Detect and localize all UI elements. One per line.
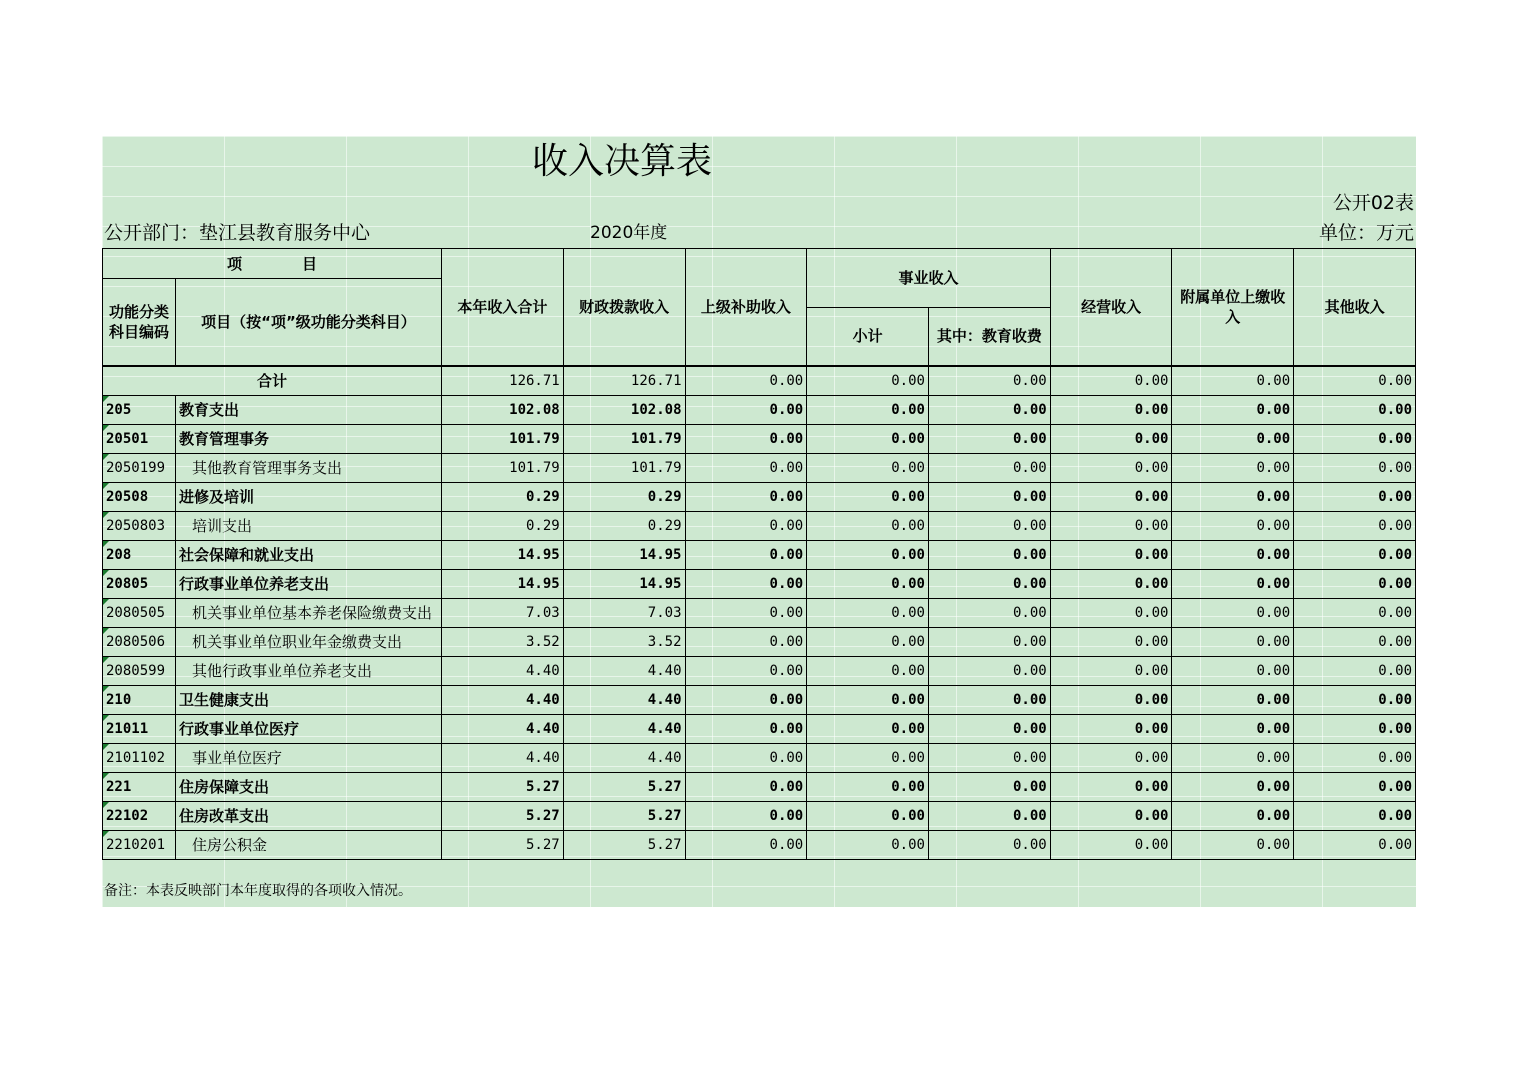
row-value: 0.00 — [1050, 424, 1172, 453]
row-code: 20501 — [103, 424, 176, 453]
row-value: 0.00 — [685, 714, 807, 743]
row-value: 0.00 — [685, 830, 807, 859]
row-value: 0.00 — [1294, 511, 1416, 540]
income-table — [102, 248, 1416, 860]
row-value: 0.00 — [1172, 830, 1294, 859]
row-value: 4.40 — [563, 685, 685, 714]
row-value: 0.00 — [1294, 830, 1416, 859]
table-row — [103, 540, 1416, 569]
row-value: 0.00 — [685, 511, 807, 540]
row-code: 2050803 — [103, 511, 176, 540]
table-body — [103, 366, 1416, 860]
table-row — [103, 743, 1416, 772]
row-code: 20805 — [103, 569, 176, 598]
header-other: 其他收入 — [1294, 249, 1416, 366]
row-value: 0.00 — [1172, 482, 1294, 511]
row-value: 4.40 — [441, 743, 563, 772]
table-row — [103, 656, 1416, 685]
row-value: 0.00 — [1172, 772, 1294, 801]
row-code: 21011 — [103, 714, 176, 743]
row-value: 0.00 — [685, 453, 807, 482]
total-cell: 0.00 — [1050, 366, 1172, 396]
spreadsheet — [102, 136, 1416, 907]
header-business: 事业收入 — [807, 249, 1050, 308]
row-value: 102.08 — [441, 395, 563, 424]
table-row — [103, 627, 1416, 656]
row-value: 0.00 — [1050, 830, 1172, 859]
row-value: 0.29 — [441, 482, 563, 511]
row-name: 行政事业单位养老支出 — [175, 569, 441, 598]
row-value: 0.00 — [807, 772, 929, 801]
row-value: 4.40 — [563, 714, 685, 743]
row-value: 0.00 — [928, 453, 1050, 482]
row-value: 4.40 — [441, 656, 563, 685]
row-value: 14.95 — [441, 569, 563, 598]
row-value: 0.00 — [807, 511, 929, 540]
row-value: 7.03 — [563, 598, 685, 627]
row-value: 5.27 — [563, 801, 685, 830]
header-item: 项 目 — [103, 249, 442, 279]
row-name: 住房保障支出 — [175, 772, 441, 801]
row-value: 0.00 — [807, 801, 929, 830]
row-name: 机关事业单位职业年金缴费支出 — [175, 627, 441, 656]
row-value: 0.00 — [1294, 540, 1416, 569]
row-value: 0.00 — [685, 424, 807, 453]
row-value: 14.95 — [563, 569, 685, 598]
table-row — [103, 569, 1416, 598]
row-value: 0.00 — [1172, 598, 1294, 627]
row-code: 2050199 — [103, 453, 176, 482]
table-row — [103, 395, 1416, 424]
fiscal-year: 2020年度 — [590, 223, 668, 243]
table-row — [103, 714, 1416, 743]
row-value: 0.00 — [685, 598, 807, 627]
row-value: 0.00 — [928, 830, 1050, 859]
row-value: 0.00 — [685, 569, 807, 598]
row-value: 0.00 — [928, 656, 1050, 685]
row-name: 教育管理事务 — [175, 424, 441, 453]
row-value: 0.00 — [1294, 395, 1416, 424]
row-value: 5.27 — [441, 772, 563, 801]
row-code: 2080506 — [103, 627, 176, 656]
header-operating: 经营收入 — [1050, 249, 1172, 366]
header-edu-fee: 其中：教育收费 — [928, 308, 1050, 366]
row-value: 0.00 — [928, 685, 1050, 714]
row-value: 101.79 — [563, 453, 685, 482]
header-affiliate: 附属单位上缴收入 — [1172, 249, 1294, 366]
row-value: 0.00 — [685, 656, 807, 685]
row-code: 2080505 — [103, 598, 176, 627]
table-row — [103, 424, 1416, 453]
row-value: 0.00 — [928, 395, 1050, 424]
row-value: 0.00 — [807, 395, 929, 424]
row-value: 0.00 — [1172, 627, 1294, 656]
row-code: 2101102 — [103, 743, 176, 772]
row-value: 0.00 — [685, 685, 807, 714]
row-value: 0.00 — [1172, 395, 1294, 424]
row-value: 3.52 — [441, 627, 563, 656]
row-value: 0.00 — [1294, 656, 1416, 685]
footnote: 备注：本表反映部门本年度取得的各项收入情况。 — [104, 883, 412, 899]
row-value: 0.00 — [1172, 685, 1294, 714]
row-name: 住房公积金 — [175, 830, 441, 859]
row-value: 0.00 — [928, 598, 1050, 627]
row-value: 0.00 — [685, 801, 807, 830]
row-value: 0.00 — [1294, 714, 1416, 743]
row-value: 4.40 — [441, 685, 563, 714]
row-value: 0.00 — [1172, 743, 1294, 772]
row-value: 0.00 — [1294, 569, 1416, 598]
row-code: 205 — [103, 395, 176, 424]
header-code: 功能分类科目编码 — [103, 279, 176, 366]
row-value: 0.00 — [1050, 569, 1172, 598]
row-value: 0.00 — [807, 714, 929, 743]
row-code: 2210201 — [103, 830, 176, 859]
header-total-income: 本年收入合计 — [441, 249, 563, 366]
row-value: 5.27 — [441, 801, 563, 830]
table-row — [103, 801, 1416, 830]
row-value: 0.00 — [1050, 627, 1172, 656]
row-value: 0.00 — [685, 540, 807, 569]
row-value: 0.00 — [685, 395, 807, 424]
row-name: 社会保障和就业支出 — [175, 540, 441, 569]
row-value: 0.00 — [1294, 801, 1416, 830]
header-name: 项目（按“项”级功能分类科目） — [175, 279, 441, 366]
row-value: 0.00 — [928, 627, 1050, 656]
row-value: 0.00 — [807, 598, 929, 627]
row-name: 住房改革支出 — [175, 801, 441, 830]
row-value: 5.27 — [563, 772, 685, 801]
total-label: 合计 — [103, 366, 442, 396]
row-value: 0.00 — [928, 569, 1050, 598]
row-value: 0.00 — [928, 772, 1050, 801]
row-value: 4.40 — [563, 656, 685, 685]
header-subsidy: 上级补助收入 — [685, 249, 807, 366]
row-value: 0.29 — [441, 511, 563, 540]
row-value: 0.00 — [1050, 482, 1172, 511]
row-value: 0.00 — [1050, 656, 1172, 685]
row-value: 3.52 — [563, 627, 685, 656]
row-value: 0.00 — [1050, 598, 1172, 627]
row-value: 0.00 — [1294, 598, 1416, 627]
row-value: 0.00 — [807, 569, 929, 598]
total-cell: 0.00 — [685, 366, 807, 396]
row-value: 0.00 — [685, 743, 807, 772]
row-code: 2080599 — [103, 656, 176, 685]
row-name: 行政事业单位医疗 — [175, 714, 441, 743]
table-row — [103, 511, 1416, 540]
row-value: 14.95 — [441, 540, 563, 569]
row-value: 0.00 — [1050, 772, 1172, 801]
table-row — [103, 453, 1416, 482]
row-value: 0.00 — [807, 685, 929, 714]
row-value: 0.00 — [1172, 540, 1294, 569]
table-row — [103, 772, 1416, 801]
table-row — [103, 830, 1416, 859]
row-value: 0.00 — [1050, 685, 1172, 714]
row-name: 事业单位医疗 — [175, 743, 441, 772]
row-code: 221 — [103, 772, 176, 801]
row-value: 5.27 — [563, 830, 685, 859]
unit-label: 单位：万元 — [1318, 222, 1414, 244]
row-code: 210 — [103, 685, 176, 714]
row-value: 0.00 — [928, 801, 1050, 830]
total-cell: 126.71 — [441, 366, 563, 396]
row-name: 卫生健康支出 — [175, 685, 441, 714]
row-value: 0.00 — [928, 743, 1050, 772]
row-value: 0.00 — [1172, 424, 1294, 453]
row-code: 22102 — [103, 801, 176, 830]
row-value: 0.00 — [1050, 714, 1172, 743]
row-name: 机关事业单位基本养老保险缴费支出 — [175, 598, 441, 627]
row-value: 0.00 — [1172, 569, 1294, 598]
row-value: 0.29 — [563, 511, 685, 540]
total-row — [103, 366, 1416, 396]
row-value: 0.00 — [928, 511, 1050, 540]
row-value: 0.00 — [1050, 395, 1172, 424]
row-value: 7.03 — [441, 598, 563, 627]
total-cell: 126.71 — [563, 366, 685, 396]
table-row — [103, 482, 1416, 511]
row-name: 其他教育管理事务支出 — [175, 453, 441, 482]
total-cell: 0.00 — [1294, 366, 1416, 396]
row-name: 进修及培训 — [175, 482, 441, 511]
row-value: 0.00 — [928, 540, 1050, 569]
header-subtotal: 小计 — [807, 308, 929, 366]
row-value: 0.00 — [1172, 511, 1294, 540]
row-value: 0.00 — [1294, 743, 1416, 772]
row-value: 0.00 — [1294, 482, 1416, 511]
header-fiscal: 财政拨款收入 — [563, 249, 685, 366]
row-value: 0.00 — [1294, 424, 1416, 453]
row-value: 0.00 — [1172, 714, 1294, 743]
row-code: 20508 — [103, 482, 176, 511]
row-value: 0.00 — [807, 656, 929, 685]
row-value: 102.08 — [563, 395, 685, 424]
row-value: 101.79 — [563, 424, 685, 453]
row-value: 0.00 — [807, 453, 929, 482]
row-name: 培训支出 — [175, 511, 441, 540]
row-value: 0.00 — [928, 714, 1050, 743]
row-value: 0.00 — [807, 424, 929, 453]
row-value: 0.00 — [1294, 453, 1416, 482]
row-value: 0.00 — [685, 772, 807, 801]
row-value: 0.00 — [1050, 801, 1172, 830]
row-value: 0.00 — [1172, 453, 1294, 482]
row-value: 0.00 — [1172, 656, 1294, 685]
row-value: 0.00 — [1294, 772, 1416, 801]
row-code: 208 — [103, 540, 176, 569]
row-value: 0.00 — [807, 627, 929, 656]
row-value: 101.79 — [441, 453, 563, 482]
department-label: 公开部门：垫江县教育服务中心 — [104, 222, 371, 244]
row-value: 0.00 — [1050, 743, 1172, 772]
total-cell: 0.00 — [807, 366, 929, 396]
row-value: 14.95 — [563, 540, 685, 569]
row-value: 4.40 — [441, 714, 563, 743]
row-name: 教育支出 — [175, 395, 441, 424]
form-number: 公开02表 — [1332, 192, 1414, 214]
row-name: 其他行政事业单位养老支出 — [175, 656, 441, 685]
row-value: 0.00 — [1294, 627, 1416, 656]
total-cell: 0.00 — [928, 366, 1050, 396]
row-value: 0.00 — [1050, 511, 1172, 540]
report-title: 收入决算表 — [531, 141, 712, 182]
table-row — [103, 685, 1416, 714]
row-value: 0.00 — [685, 627, 807, 656]
row-value: 0.00 — [928, 482, 1050, 511]
row-value: 0.29 — [563, 482, 685, 511]
row-value: 0.00 — [807, 830, 929, 859]
row-value: 0.00 — [1050, 540, 1172, 569]
row-value: 5.27 — [441, 830, 563, 859]
row-value: 0.00 — [807, 482, 929, 511]
table-row — [103, 598, 1416, 627]
row-value: 4.40 — [563, 743, 685, 772]
row-value: 0.00 — [928, 424, 1050, 453]
row-value: 0.00 — [1172, 801, 1294, 830]
row-value: 0.00 — [807, 743, 929, 772]
row-value: 0.00 — [1050, 453, 1172, 482]
total-cell: 0.00 — [1172, 366, 1294, 396]
row-value: 0.00 — [1294, 685, 1416, 714]
row-value: 0.00 — [685, 482, 807, 511]
row-value: 101.79 — [441, 424, 563, 453]
row-value: 0.00 — [807, 540, 929, 569]
